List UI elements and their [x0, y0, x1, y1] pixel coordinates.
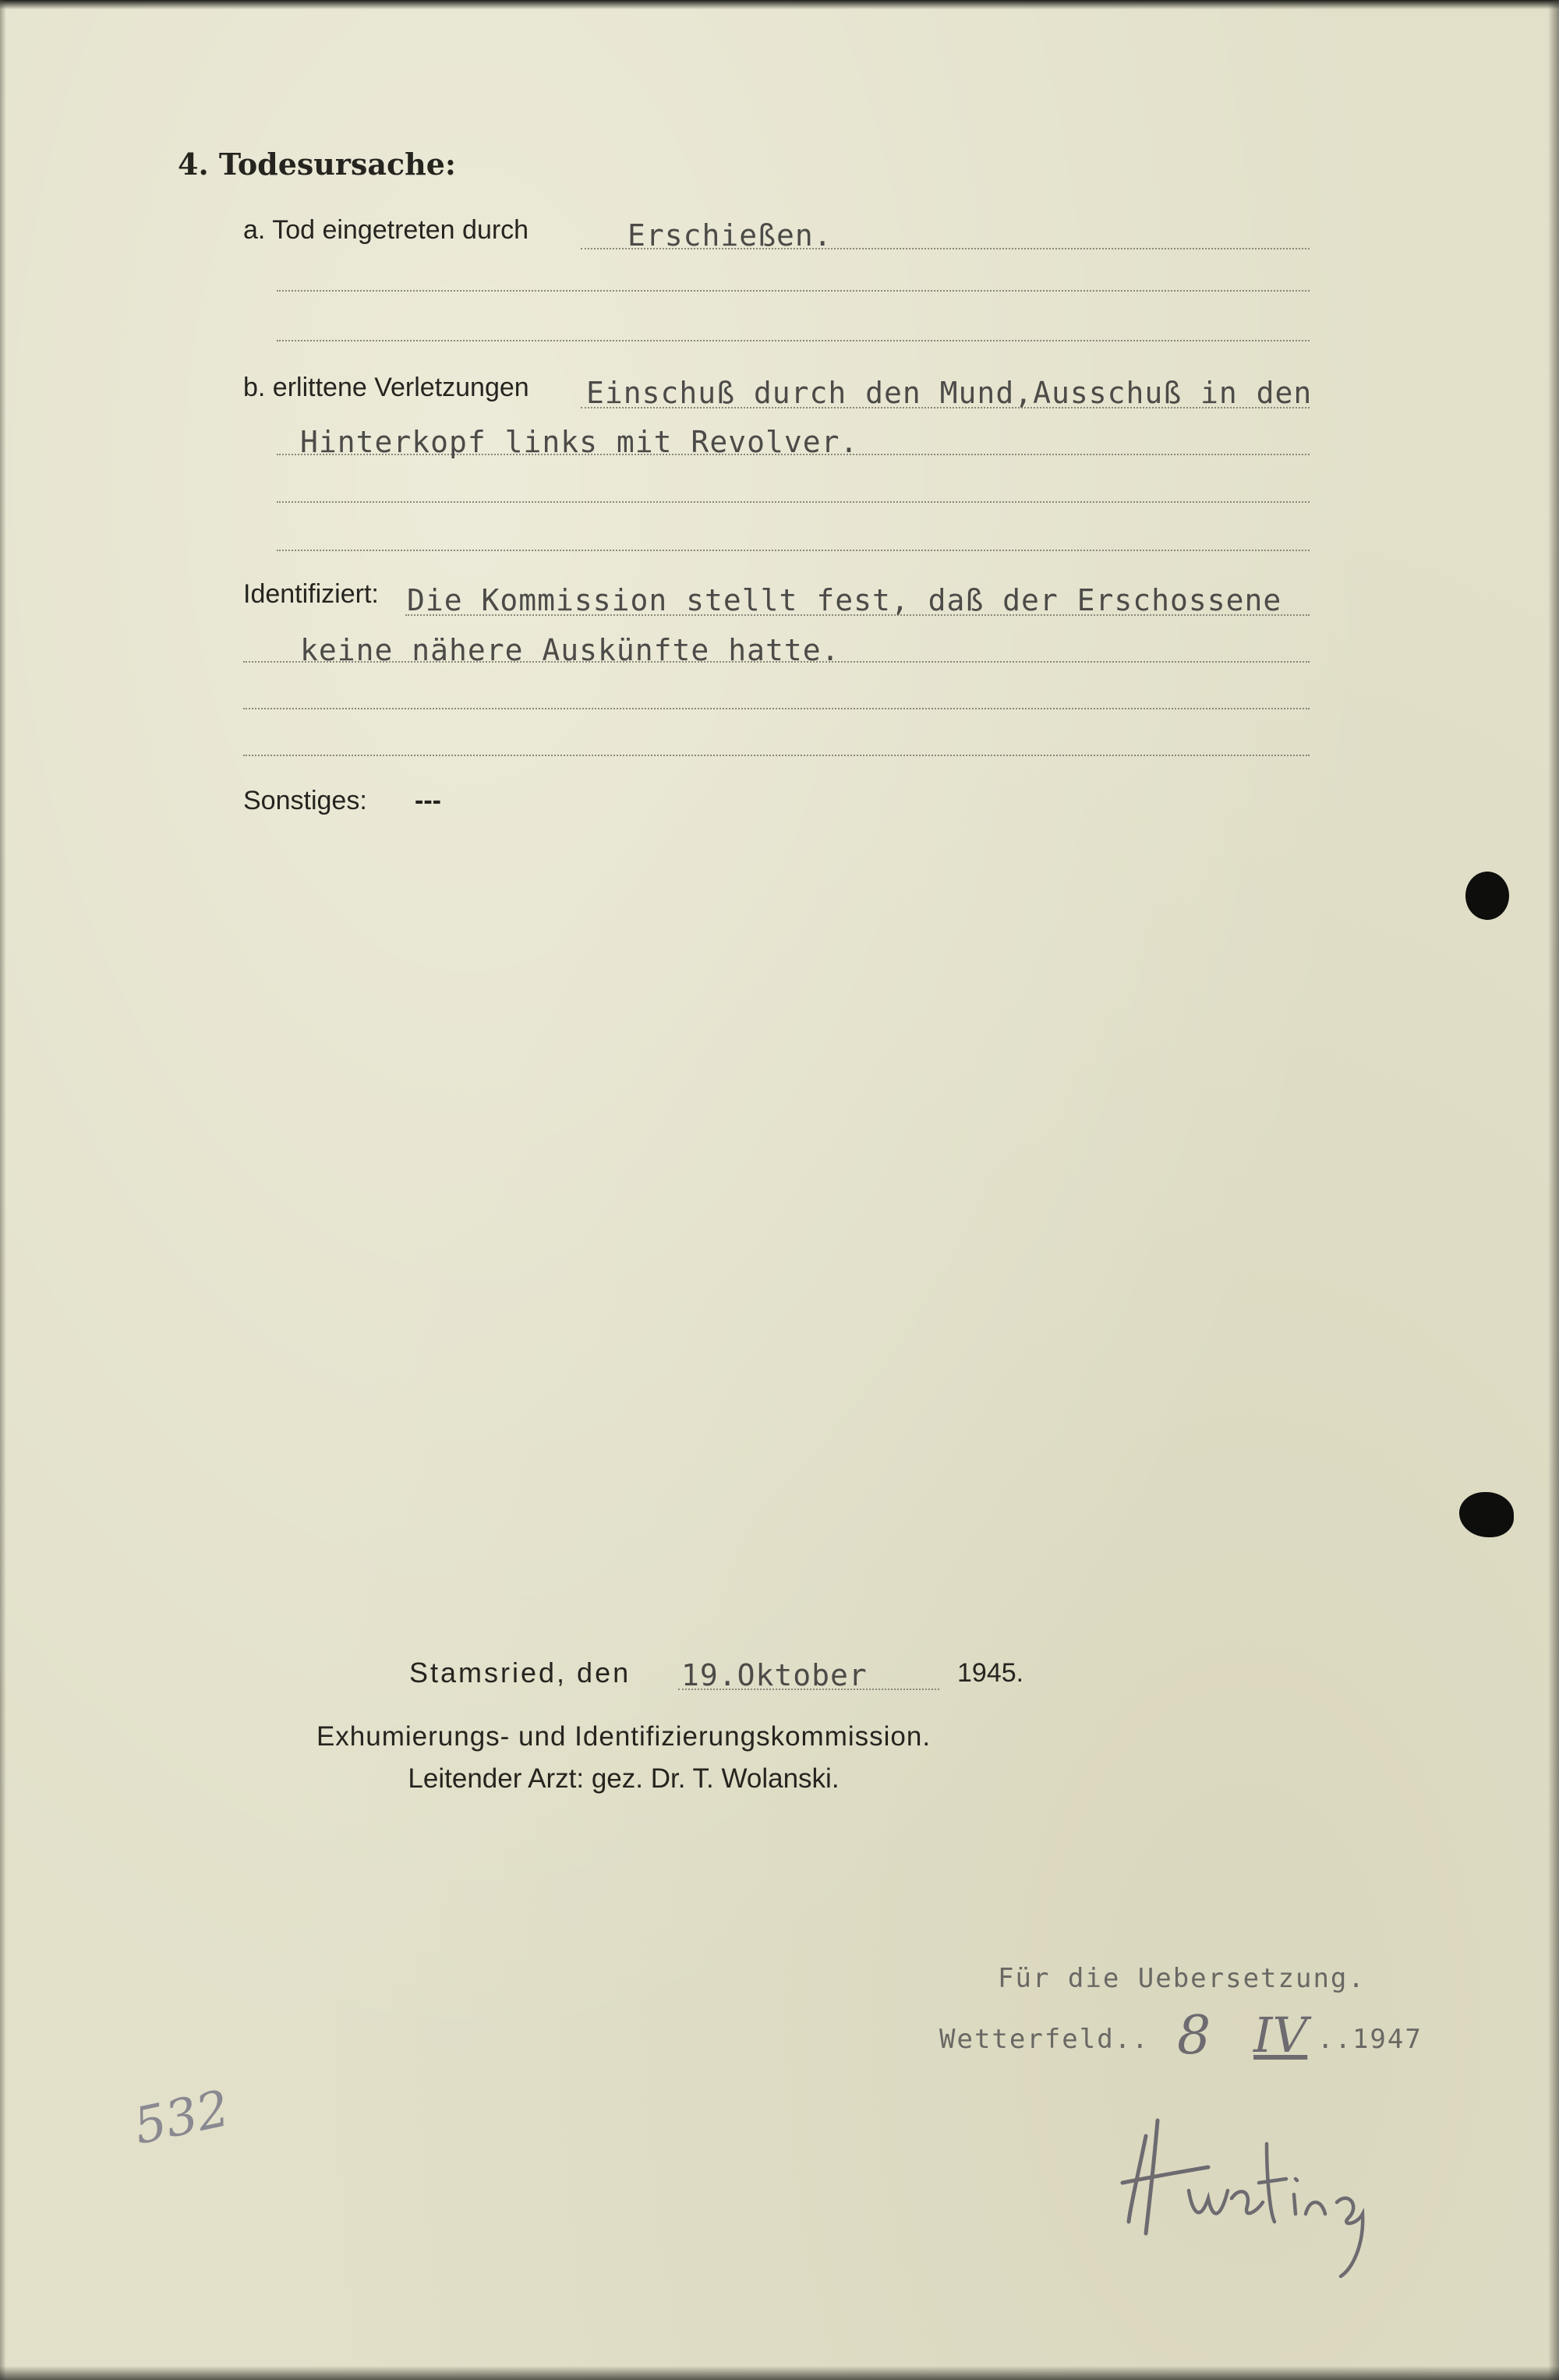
- dotted-line: [277, 501, 1310, 503]
- place-date-prefix: Stamsried, den: [409, 1657, 631, 1689]
- cause-of-death-value: Erschießen.: [627, 218, 833, 253]
- translator-signature: [1115, 2089, 1403, 2284]
- other-value: ---: [415, 786, 441, 815]
- identified-value-line2: keine nähere Auskünfte hatte.: [300, 633, 840, 667]
- injuries-value-line2: Hinterkopf links mit Revolver.: [300, 425, 859, 459]
- identified-value-line1: Die Kommission stellt fest, daß der Erschossene: [407, 583, 1282, 617]
- identified-label: Identifiziert:: [243, 579, 379, 609]
- dotted-line: [243, 708, 1310, 709]
- leading-doctor: Leitender Arzt: gez. Dr. T. Wolanski.: [408, 1763, 840, 1794]
- other-label: Sonstiges:: [243, 786, 367, 815]
- scan-right-edge: [1548, 0, 1559, 2380]
- dotted-line: [277, 550, 1310, 551]
- translation-month: IV: [1253, 2007, 1308, 2063]
- date-value: 19.Oktober: [681, 1658, 868, 1692]
- translation-year: ..1947: [1317, 2024, 1423, 2055]
- scan-top-edge: [0, 0, 1559, 9]
- archive-number: 532: [129, 2080, 235, 2156]
- translation-stamp-line1: Für die Uebersetzung.: [998, 1963, 1366, 1994]
- scan-left-edge: [0, 0, 6, 2380]
- dotted-line: [243, 755, 1310, 756]
- cause-of-death-label: a. Tod eingetreten durch: [243, 215, 529, 245]
- dotted-line: [277, 340, 1310, 341]
- scan-bottom-edge: [0, 2366, 1559, 2380]
- punch-hole: [1459, 1492, 1514, 1537]
- punch-hole: [1465, 872, 1509, 920]
- date-year: 1945.: [957, 1658, 1024, 1688]
- injuries-label: b. erlittene Verletzungen: [243, 373, 529, 402]
- translation-day: 8: [1177, 2005, 1211, 2067]
- dotted-line: [277, 290, 1310, 292]
- commission-name: Exhumierungs- und Identifizierungskommission.: [316, 1721, 932, 1752]
- injuries-value-line1: Einschuß durch den Mund,Ausschuß in den: [586, 376, 1313, 410]
- section-heading: 4. Todesursache:: [178, 147, 456, 182]
- translation-stamp-place: Wetterfeld..: [939, 2024, 1150, 2055]
